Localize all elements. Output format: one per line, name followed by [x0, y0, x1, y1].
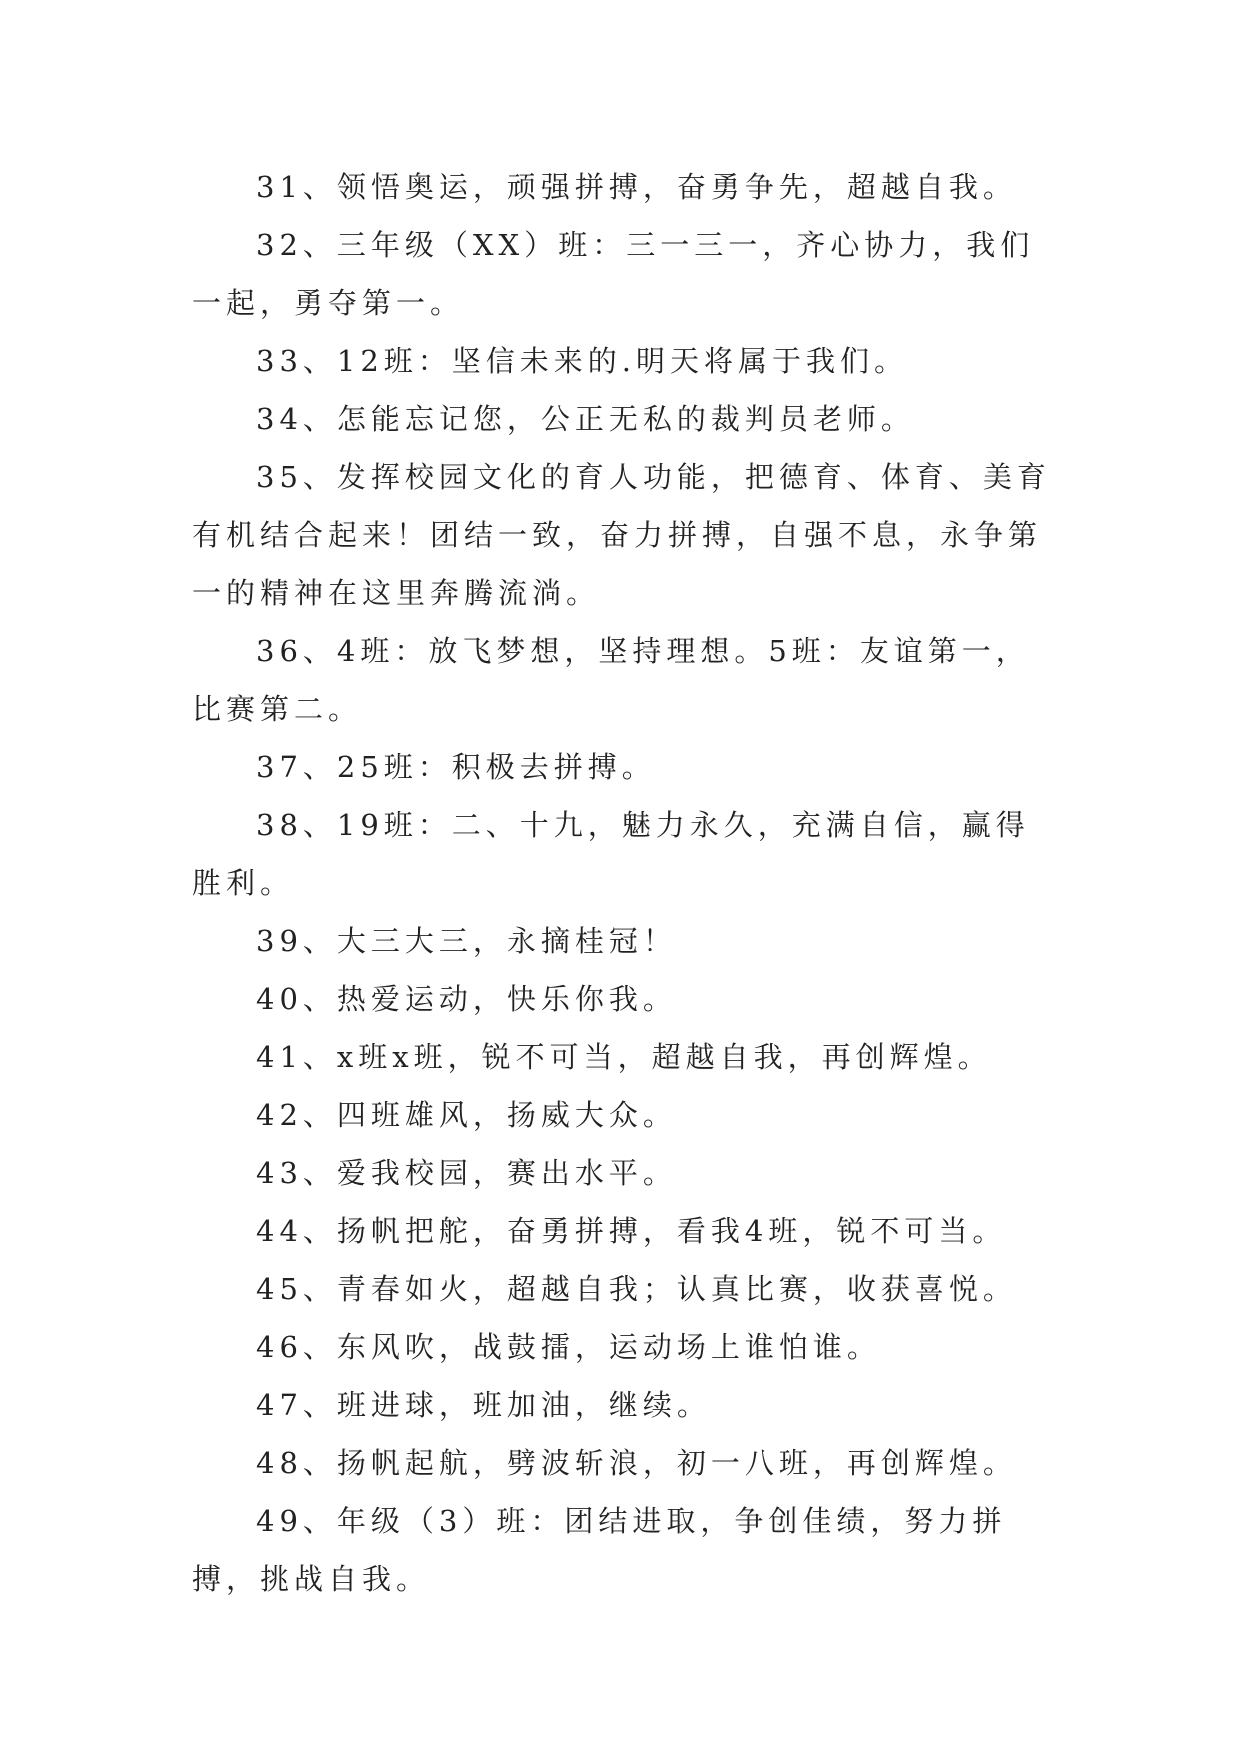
slogan-47: 47、班进球，班加油，继续。 [256, 1388, 711, 1422]
slogan-list [192, 158, 1052, 1608]
slogan-49: 49、年级（3）班：团结进取，争创佳绩，努力拼搏，挑战自我。 [192, 1504, 1007, 1596]
slogan-43: 43、爱我校园，赛出水平。 [256, 1156, 677, 1190]
slogan-38: 38、19班：二、十九，魅力永久，充满自信，赢得胜利。 [192, 808, 1030, 900]
slogan-48: 48、扬帆起航，劈波斩浪，初一八班，再创辉煌。 [256, 1446, 1017, 1480]
slogan-35: 35、发挥校园文化的育人功能，把德育、体育、美育有机结合起来！团结一致，奋力拼搏，自强不息，永争第一的精神在这里奔腾流淌。 [192, 460, 1051, 610]
slogan-42: 42、四班雄风，扬威大众。 [256, 1098, 677, 1132]
slogan-40: 40、热爱运动，快乐你我。 [256, 982, 677, 1016]
slogan-44: 44、扬帆把舵，奋勇拼搏，看我4班，锐不可当。 [256, 1214, 1007, 1248]
slogan-46: 46、东风吹，战鼓擂，运动场上谁怕谁。 [256, 1330, 881, 1364]
slogan-36: 36、4班：放飞梦想，坚持理想。5班：友谊第一，比赛第二。 [192, 634, 1030, 726]
slogan-33: 33、12班：坚信未来的.明天将属于我们。 [256, 344, 909, 378]
slogan-34: 34、怎能忘记您，公正无私的裁判员老师。 [256, 402, 915, 436]
slogan-41: 41、x班x班，锐不可当，超越自我，再创辉煌。 [256, 1040, 992, 1074]
slogan-31: 31、领悟奥运，顽强拼搏，奋勇争先，超越自我。 [256, 170, 1017, 204]
slogan-32: 32、三年级（XX）班：三一三一，齐心协力，我们一起，勇夺第一。 [192, 228, 1035, 320]
slogan-45: 45、青春如火，超越自我；认真比赛，收获喜悦。 [256, 1272, 1017, 1306]
slogan-37: 37、25班：积极去拼搏。 [256, 750, 656, 784]
slogan-39: 39、大三大三，永摘桂冠！ [256, 924, 677, 958]
